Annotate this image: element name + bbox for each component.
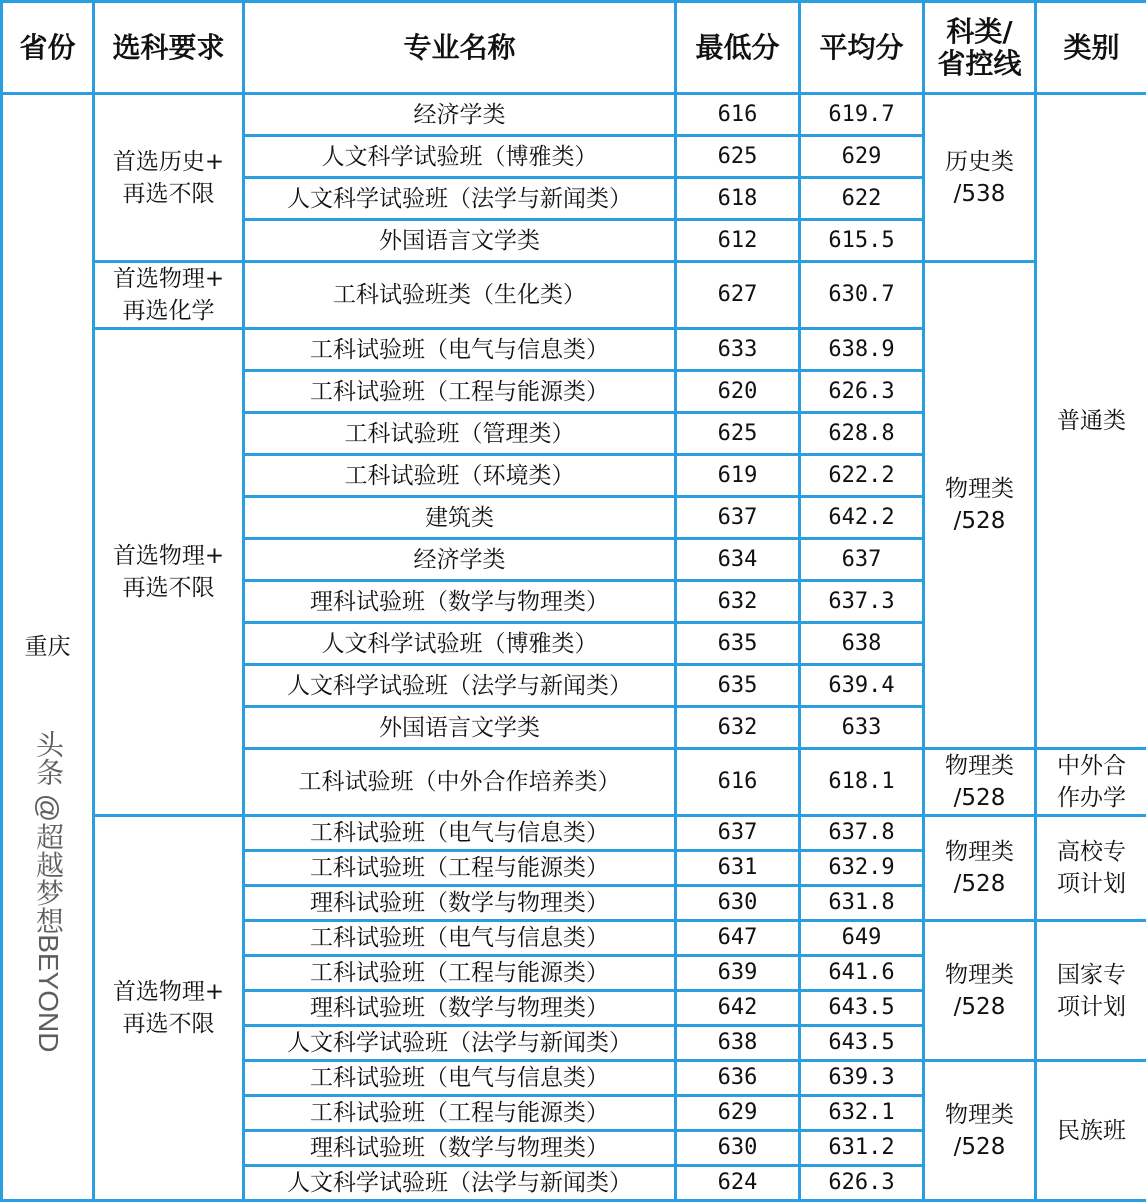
- watermark: 头条 @超越梦想BEYOND: [28, 730, 68, 1052]
- major-name: 经济学类: [244, 94, 676, 136]
- avg-score: 622.2: [800, 455, 924, 497]
- avg-score: 615.5: [800, 220, 924, 262]
- avg-score: 622: [800, 178, 924, 220]
- track-cutoff-cell: 物理类 /528: [924, 262, 1036, 749]
- min-score: 632: [676, 707, 800, 749]
- track-cutoff-cell: 历史类 /538: [924, 94, 1036, 262]
- min-score: 636: [676, 1061, 800, 1096]
- min-score: 625: [676, 136, 800, 178]
- major-name: 工科试验班（工程与能源类）: [244, 1096, 676, 1131]
- min-score: 619: [676, 455, 800, 497]
- track-cutoff-cell: 物理类 /528: [924, 816, 1036, 921]
- min-score: 629: [676, 1096, 800, 1131]
- min-score: 631: [676, 851, 800, 886]
- major-name: 人文科学试验班（博雅类）: [244, 623, 676, 665]
- avg-score: 643.5: [800, 991, 924, 1026]
- avg-score: 649: [800, 921, 924, 956]
- avg-score: 631.8: [800, 886, 924, 921]
- min-score: 624: [676, 1166, 800, 1201]
- min-score: 632: [676, 581, 800, 623]
- avg-score: 642.2: [800, 497, 924, 539]
- header-province: 省份: [2, 2, 94, 94]
- major-name: 外国语言文学类: [244, 707, 676, 749]
- min-score: 634: [676, 539, 800, 581]
- category-cell: 国家专 项计划: [1036, 921, 1146, 1061]
- min-score: 625: [676, 413, 800, 455]
- header-subject-requirement: 选科要求: [94, 2, 244, 94]
- avg-score: 619.7: [800, 94, 924, 136]
- header-category: 类别: [1036, 2, 1146, 94]
- header-avg-score: 平均分: [800, 2, 924, 94]
- min-score: 612: [676, 220, 800, 262]
- major-name: 工科试验班（中外合作培养类）: [244, 749, 676, 816]
- major-name: 工科试验班类（生化类）: [244, 262, 676, 329]
- major-name: 工科试验班（工程与能源类）: [244, 956, 676, 991]
- province-cell: 重庆: [2, 94, 94, 1201]
- avg-score: 638: [800, 623, 924, 665]
- major-name: 工科试验班（环境类）: [244, 455, 676, 497]
- major-name: 建筑类: [244, 497, 676, 539]
- min-score: 627: [676, 262, 800, 329]
- major-name: 理科试验班（数学与物理类）: [244, 581, 676, 623]
- avg-score: 637.3: [800, 581, 924, 623]
- major-name: 人文科学试验班（法学与新闻类）: [244, 1026, 676, 1061]
- avg-score: 638.9: [800, 329, 924, 371]
- table-row: [2, 816, 1146, 851]
- avg-score: 639.3: [800, 1061, 924, 1096]
- min-score: 616: [676, 749, 800, 816]
- major-name: 工科试验班（电气与信息类）: [244, 1061, 676, 1096]
- major-name: 工科试验班（电气与信息类）: [244, 921, 676, 956]
- min-score: 637: [676, 816, 800, 851]
- min-score: 642: [676, 991, 800, 1026]
- subject-requirement-cell: 首选物理+ 再选不限: [94, 816, 244, 1201]
- avg-score: 643.5: [800, 1026, 924, 1061]
- category-cell: 民族班: [1036, 1061, 1146, 1201]
- track-cutoff-cell: 物理类 /528: [924, 749, 1036, 816]
- category-cell: 中外合 作办学: [1036, 749, 1146, 816]
- min-score: 633: [676, 329, 800, 371]
- header-track-cutoff: 科类/ 省控线: [924, 2, 1036, 94]
- min-score: 637: [676, 497, 800, 539]
- avg-score: 618.1: [800, 749, 924, 816]
- min-score: 635: [676, 665, 800, 707]
- major-name: 外国语言文学类: [244, 220, 676, 262]
- major-name: 人文科学试验班（法学与新闻类）: [244, 178, 676, 220]
- avg-score: 630.7: [800, 262, 924, 329]
- major-name: 工科试验班（工程与能源类）: [244, 851, 676, 886]
- avg-score: 632.1: [800, 1096, 924, 1131]
- major-name: 人文科学试验班（博雅类）: [244, 136, 676, 178]
- category-cell: 高校专 项计划: [1036, 816, 1146, 921]
- track-cutoff-cell: 物理类 /528: [924, 921, 1036, 1061]
- header-major: 专业名称: [244, 2, 676, 94]
- avg-score: 631.2: [800, 1131, 924, 1166]
- header-min-score: 最低分: [676, 2, 800, 94]
- subject-requirement-cell: 首选历史+ 再选不限: [94, 94, 244, 262]
- major-name: 理科试验班（数学与物理类）: [244, 886, 676, 921]
- major-name: 人文科学试验班（法学与新闻类）: [244, 665, 676, 707]
- avg-score: 632.9: [800, 851, 924, 886]
- major-name: 经济学类: [244, 539, 676, 581]
- table-row: [2, 94, 1146, 136]
- avg-score: 641.6: [800, 956, 924, 991]
- major-name: 工科试验班（电气与信息类）: [244, 329, 676, 371]
- header-row: [2, 2, 1146, 94]
- major-name: 理科试验班（数学与物理类）: [244, 991, 676, 1026]
- min-score: 630: [676, 886, 800, 921]
- min-score: 630: [676, 1131, 800, 1166]
- table-row: [2, 262, 1146, 329]
- min-score: 635: [676, 623, 800, 665]
- min-score: 620: [676, 371, 800, 413]
- major-name: 工科试验班（工程与能源类）: [244, 371, 676, 413]
- major-name: 理科试验班（数学与物理类）: [244, 1131, 676, 1166]
- avg-score: 626.3: [800, 371, 924, 413]
- major-name: 人文科学试验班（法学与新闻类）: [244, 1166, 676, 1201]
- avg-score: 639.4: [800, 665, 924, 707]
- avg-score: 637: [800, 539, 924, 581]
- avg-score: 629: [800, 136, 924, 178]
- min-score: 639: [676, 956, 800, 991]
- subject-requirement-cell: 首选物理+ 再选不限: [94, 329, 244, 816]
- subject-requirement-cell: 首选物理+ 再选化学: [94, 262, 244, 329]
- min-score: 647: [676, 921, 800, 956]
- avg-score: 633: [800, 707, 924, 749]
- major-name: 工科试验班（管理类）: [244, 413, 676, 455]
- min-score: 638: [676, 1026, 800, 1061]
- min-score: 616: [676, 94, 800, 136]
- category-cell: 普通类: [1036, 94, 1146, 749]
- major-name: 工科试验班（电气与信息类）: [244, 816, 676, 851]
- avg-score: 628.8: [800, 413, 924, 455]
- track-cutoff-cell: 物理类 /528: [924, 1061, 1036, 1201]
- min-score: 618: [676, 178, 800, 220]
- avg-score: 626.3: [800, 1166, 924, 1201]
- avg-score: 637.8: [800, 816, 924, 851]
